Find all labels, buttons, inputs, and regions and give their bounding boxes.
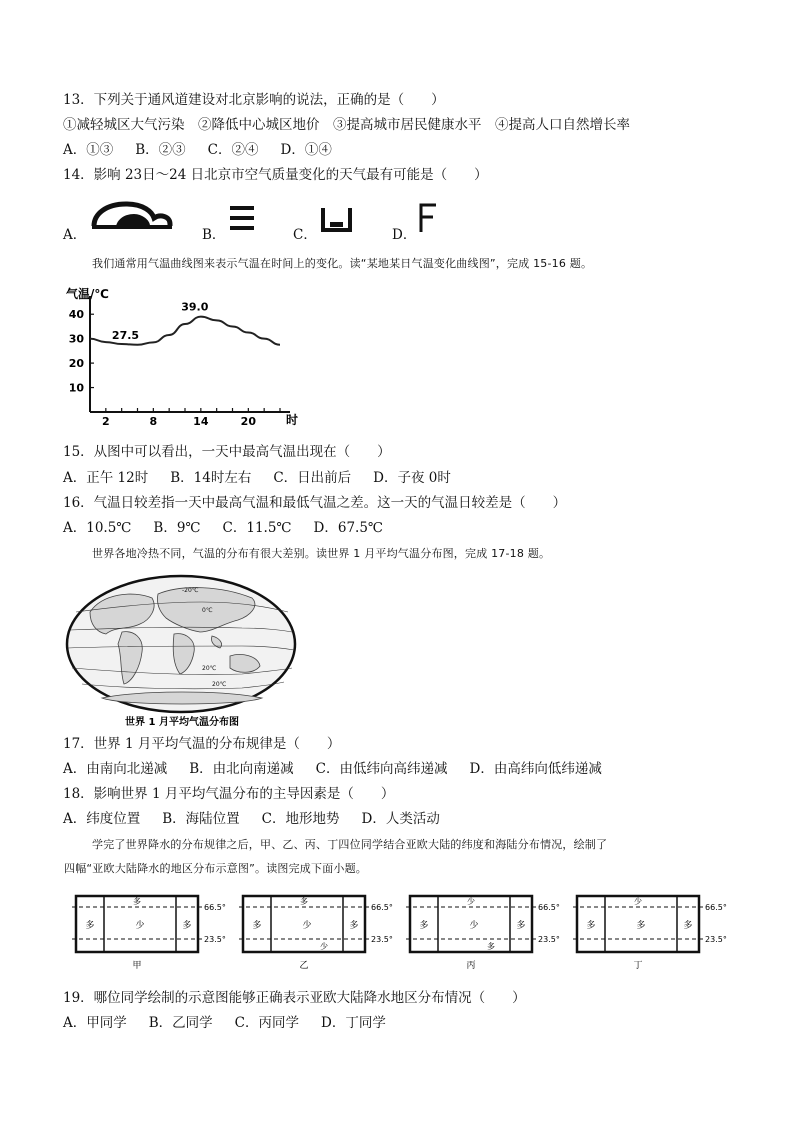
- interior-region-label: 多: [636, 921, 646, 931]
- latitude-label: 23.5°: [371, 935, 393, 944]
- question-13-items: ①减轻城区大气污染 ②降低中心城区地价 ③提高城市居民健康水平 ④提高人口自然增长率: [63, 117, 630, 133]
- top-region-label: 少: [634, 897, 642, 906]
- chart-annotations: [112, 301, 209, 342]
- cloudy-weather-symbol-icon: [86, 196, 176, 236]
- y-axis-label: 气温/℃: [66, 287, 109, 301]
- interior-region-label: 少: [469, 921, 479, 931]
- question-14-stem: 14．影响 23日～24 日北京市空气质量变化的天气最有可能是（ ）: [63, 167, 488, 183]
- west-region-label: 多: [252, 921, 262, 931]
- temperature-curve-chart: [62, 282, 312, 430]
- top-region-label: 多: [300, 897, 308, 906]
- interior-region-label: 少: [135, 921, 145, 931]
- question-18-options: [63, 810, 462, 828]
- question-16-options: [63, 519, 405, 537]
- option-a: A．甲同学: [63, 1015, 127, 1031]
- dust-storm-symbol-icon: [320, 206, 354, 234]
- y-tick-label: 20: [68, 357, 84, 371]
- diagram-name: 丁: [633, 961, 643, 971]
- option-a: A．正午 12时: [63, 470, 149, 486]
- question-19-stem: 19．哪位同学绘制的示意图能够正确表示亚欧大陆降水地区分布情况（ ）: [63, 990, 526, 1006]
- question-13-options: [63, 141, 354, 159]
- west-region-label: 多: [85, 921, 95, 931]
- east-region-label: 多: [516, 921, 526, 931]
- option-c-label: C．: [293, 227, 317, 243]
- top-region-label: 多: [133, 897, 141, 906]
- west-region-label: 多: [419, 921, 429, 931]
- rain-diagram-4: [573, 896, 727, 971]
- latitude-label: 66.5°: [371, 903, 393, 912]
- intro-17-18: 世界各地冷热不同，气温的分布有很大差别。读世界 1 月平均气温分布图，完成 17-18 题。: [92, 547, 551, 560]
- x-axis-label: 时: [286, 413, 299, 427]
- option-c: C．地形地势: [261, 811, 340, 827]
- option-b: B．海陆位置: [162, 811, 240, 827]
- interior-region-label: 少: [302, 921, 312, 931]
- west-region-label: 多: [586, 921, 596, 931]
- option-b: B．乙同学: [148, 1015, 213, 1031]
- east-region-label: 多: [683, 921, 693, 931]
- option-c: C．丙同学: [234, 1015, 300, 1031]
- rainfall-distribution-diagrams: [60, 882, 740, 978]
- diagram-name: 甲: [132, 961, 142, 971]
- intro-15-16: 我们通常用气温曲线图来表示气温在时间上的变化。读“某地某日气温变化曲线图”，完成 15-16 题。: [92, 257, 593, 270]
- latitude-label: 23.5°: [204, 935, 226, 944]
- y-tick-label: 30: [68, 332, 84, 346]
- map-caption: 世界 1 月平均气温分布图: [125, 717, 239, 728]
- option-b: B．14时左右: [170, 470, 252, 486]
- option-a: A．10.5℃: [63, 520, 132, 536]
- latitude-label: 66.5°: [204, 903, 226, 912]
- isotherm-label: -20℃: [182, 587, 199, 594]
- question-13-stem: 13．下列关于通风道建设对北京影响的说法，正确的是（ ）: [63, 92, 445, 108]
- y-tick-label: 40: [68, 308, 84, 322]
- option-d: D．67.5℃: [313, 520, 384, 536]
- option-d: D．丁同学: [321, 1015, 386, 1031]
- option-a: A．①③: [63, 142, 114, 158]
- question-15-stem: 15．从图中可以看出，一天中最高气温出现在（ ）: [63, 444, 391, 460]
- option-d-label: D．: [392, 227, 417, 243]
- rain-diagram-1: [72, 896, 226, 971]
- option-d: D．由高纬向低纬递减: [469, 761, 602, 777]
- latitude-label: 66.5°: [705, 903, 727, 912]
- data-label: 39.0: [181, 300, 209, 314]
- bottom-region-label: 多: [487, 942, 495, 951]
- x-tick-label: 2: [102, 415, 110, 428]
- question-15-options: [63, 469, 473, 487]
- option-a: A．纬度位置: [63, 811, 141, 827]
- bottom-region-label: 少: [320, 942, 328, 951]
- latitude-label: 66.5°: [538, 903, 560, 912]
- option-d: D．人类活动: [361, 811, 440, 827]
- wind-symbol-icon: [416, 202, 440, 236]
- option-b: B．②③: [135, 142, 186, 158]
- y-tick-label: 10: [68, 381, 84, 395]
- east-region-label: 多: [182, 921, 192, 931]
- chart-ticks: [69, 308, 280, 428]
- rain-diagram-3: [406, 896, 560, 971]
- option-a-label: A．: [63, 227, 87, 243]
- latitude-label: 23.5°: [538, 935, 560, 944]
- question-19-options: [63, 1014, 408, 1032]
- option-a: A．由南向北递减: [63, 761, 168, 777]
- x-tick-label: 20: [240, 415, 256, 428]
- intro-19-line-1: 学完了世界降水的分布规律之后，甲、乙、丙、丁四位同学结合亚欧大陆的纬度和海陆分布情况，绘制了: [92, 838, 608, 851]
- fog-symbol-icon: [228, 204, 258, 234]
- east-region-label: 多: [349, 921, 359, 931]
- option-b: B．由北向南递减: [189, 761, 294, 777]
- diagram-name: 丙: [466, 961, 476, 971]
- diagram-name: 乙: [299, 961, 309, 971]
- isotherm-label: 20℃: [202, 665, 217, 672]
- latitude-label: 23.5°: [705, 935, 727, 944]
- option-c: C．②④: [207, 142, 259, 158]
- option-d: D．子夜 0时: [373, 470, 451, 486]
- question-17-stem: 17．世界 1 月平均气温的分布规律是（ ）: [63, 736, 341, 752]
- option-c: C．11.5℃: [222, 520, 292, 536]
- rain-diagram-2: [239, 896, 393, 971]
- option-c: C．由低纬向高纬递减: [315, 761, 448, 777]
- option-b: B．9℃: [153, 520, 201, 536]
- data-label: 27.5: [111, 328, 140, 342]
- x-tick-label: 8: [149, 415, 158, 428]
- top-region-label: 少: [467, 897, 475, 906]
- option-b-label: B．: [202, 227, 226, 243]
- option-d: D．①④: [280, 142, 332, 158]
- intro-19-line-2: 四幅“亚欧大陆降水的地区分布示意图”。读图完成下面小题。: [64, 862, 367, 875]
- isotherm-label: 0℃: [202, 607, 213, 614]
- question-17-options: [63, 760, 624, 778]
- question-18-stem: 18．影响世界 1 月平均气温分布的主导因素是（ ）: [63, 786, 395, 802]
- option-c: C．日出前后: [273, 470, 352, 486]
- isotherm-label: 20℃: [212, 681, 227, 688]
- world-january-temperature-map: [62, 572, 300, 730]
- question-16-stem: 16．气温日较差指一天中最高气温和最低气温之差。这一天的气温日较差是（ ）: [63, 495, 567, 511]
- x-tick-label: 14: [193, 415, 209, 428]
